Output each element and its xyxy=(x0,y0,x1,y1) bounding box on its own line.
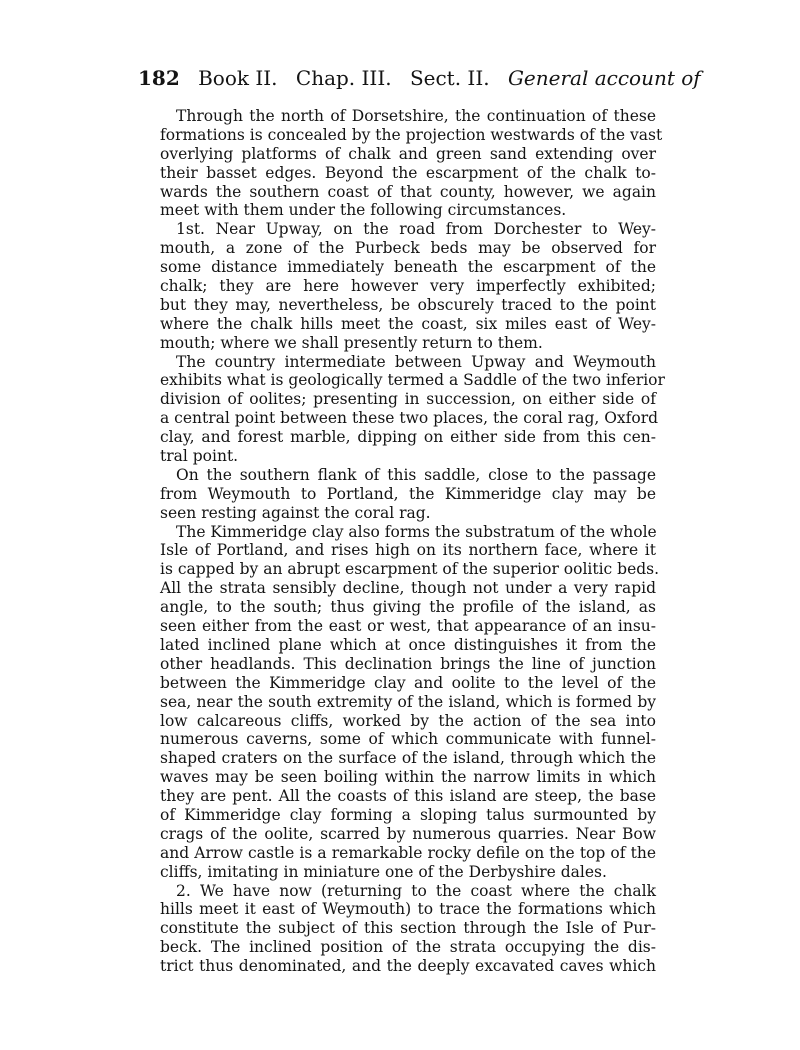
text-line: other headlands. This declination brings the line of junction xyxy=(160,654,656,673)
text-line: overlying platforms of chalk and green sand extending over xyxy=(160,144,656,163)
text-line: crags of the oolite, scarred by numerous quarries. Near Bow xyxy=(160,824,656,843)
text-line: from Weymouth to Portland, the Kimmeridge clay may be xyxy=(160,484,656,503)
page-number: 182 xyxy=(138,66,180,90)
text-line: low calcareous cliffs, worked by the action of the sea into xyxy=(160,711,656,730)
text-line: their basset edges. Beyond the escarpment of the chalk to- xyxy=(160,163,656,182)
text-line: between the Kimmeridge clay and oolite to the level of the xyxy=(160,673,656,692)
text-line: clay, and forest marble, dipping on either side from this cen- xyxy=(160,428,656,447)
text-line: and Arrow castle is a remarkable rocky defile on the top of the xyxy=(160,843,656,862)
chapter-label: Chap. III. xyxy=(295,66,392,90)
text-line: numerous caverns, some of which communicate with funnel- xyxy=(160,730,656,749)
text-line: beck. The inclined position of the strata occupying the dis- xyxy=(160,938,656,957)
text-line: is capped by an abrupt escarpment of the superior oolitic beds. xyxy=(160,560,660,579)
text-line: they are pent. All the coasts of this island are steep, the base xyxy=(160,787,656,806)
text-line: All the strata sensibly decline, though not under a very rapid xyxy=(160,579,656,598)
text-line: exhibits what is geologically termed a Saddle of the two inferior xyxy=(160,371,665,390)
text-line: formations is concealed by the projection westwards of the vast xyxy=(160,125,663,144)
text-line: mouth; where we shall presently return to them. xyxy=(160,333,543,352)
text-line: seen either from the east or west, that appearance of an insu- xyxy=(160,617,656,636)
text-line: where the chalk hills meet the coast, six miles east of Wey- xyxy=(160,314,656,333)
text-line: constitute the subject of this section through the Isle of Pur- xyxy=(160,919,656,938)
text-line: 2. We have now (returning to the coast where the chalk xyxy=(176,881,656,900)
text-line: of Kimmeridge clay forming a sloping talus surmounted by xyxy=(160,805,656,824)
text-line: a central point between these two places, the coral rag, Oxford xyxy=(160,409,659,428)
section-label: Sect. II. xyxy=(409,66,490,90)
text-line: The country intermediate between Upway and Weymouth xyxy=(176,352,656,371)
text-line: mouth, a zone of the Purbeck beds may be observed for xyxy=(160,239,656,258)
text-line: cliffs, imitating in miniature one of the Derbyshire dales. xyxy=(160,862,607,881)
text-line: Through the north of Dorsetshire, the continuation of these xyxy=(176,107,656,125)
text-line: sea, near the south extremity of the island, which is formed by xyxy=(160,692,656,711)
text-line: chalk; they are here however very imperfectly exhibited; xyxy=(160,277,656,296)
text-line: seen resting against the coral rag. xyxy=(160,503,431,522)
running-head xyxy=(138,62,701,94)
text-line: but they may, nevertheless, be obscurely traced to the point xyxy=(160,295,656,314)
text-line: On the southern flank of this saddle, close to the passage xyxy=(176,465,656,484)
body-text xyxy=(160,107,665,976)
text-line: The Kimmeridge clay also forms the substratum of the whole xyxy=(176,522,657,541)
text-line: meet with them under the following circumstances. xyxy=(160,201,567,220)
text-line: Isle of Portland, and rises high on its northern face, where it xyxy=(160,541,656,560)
text-line: tral point. xyxy=(160,447,239,466)
running-title: General account of xyxy=(507,66,701,90)
book-label: Book II. xyxy=(198,66,278,90)
text-line: 1st. Near Upway, on the road from Dorchester to Wey- xyxy=(176,220,656,239)
text-line: some distance immediately beneath the escarpment of the xyxy=(160,258,656,277)
text-line: wards the southern coast of that county, however, we again xyxy=(160,182,656,201)
text-line: hills meet it east of Weymouth) to trace the formations which xyxy=(160,900,656,919)
text-line: division of oolites; presenting in succession, on either side of xyxy=(160,390,656,409)
text-line: lated inclined plane which at once distinguishes it from the xyxy=(160,635,656,654)
text-line: waves may be seen boiling within the narrow limits in which xyxy=(160,768,656,787)
text-line: trict thus denominated, and the deeply excavated caves which xyxy=(160,957,656,976)
text-line: angle, to the south; thus giving the profile of the island, as xyxy=(160,598,656,617)
text-line: shaped craters on the surface of the island, through which the xyxy=(160,749,656,768)
